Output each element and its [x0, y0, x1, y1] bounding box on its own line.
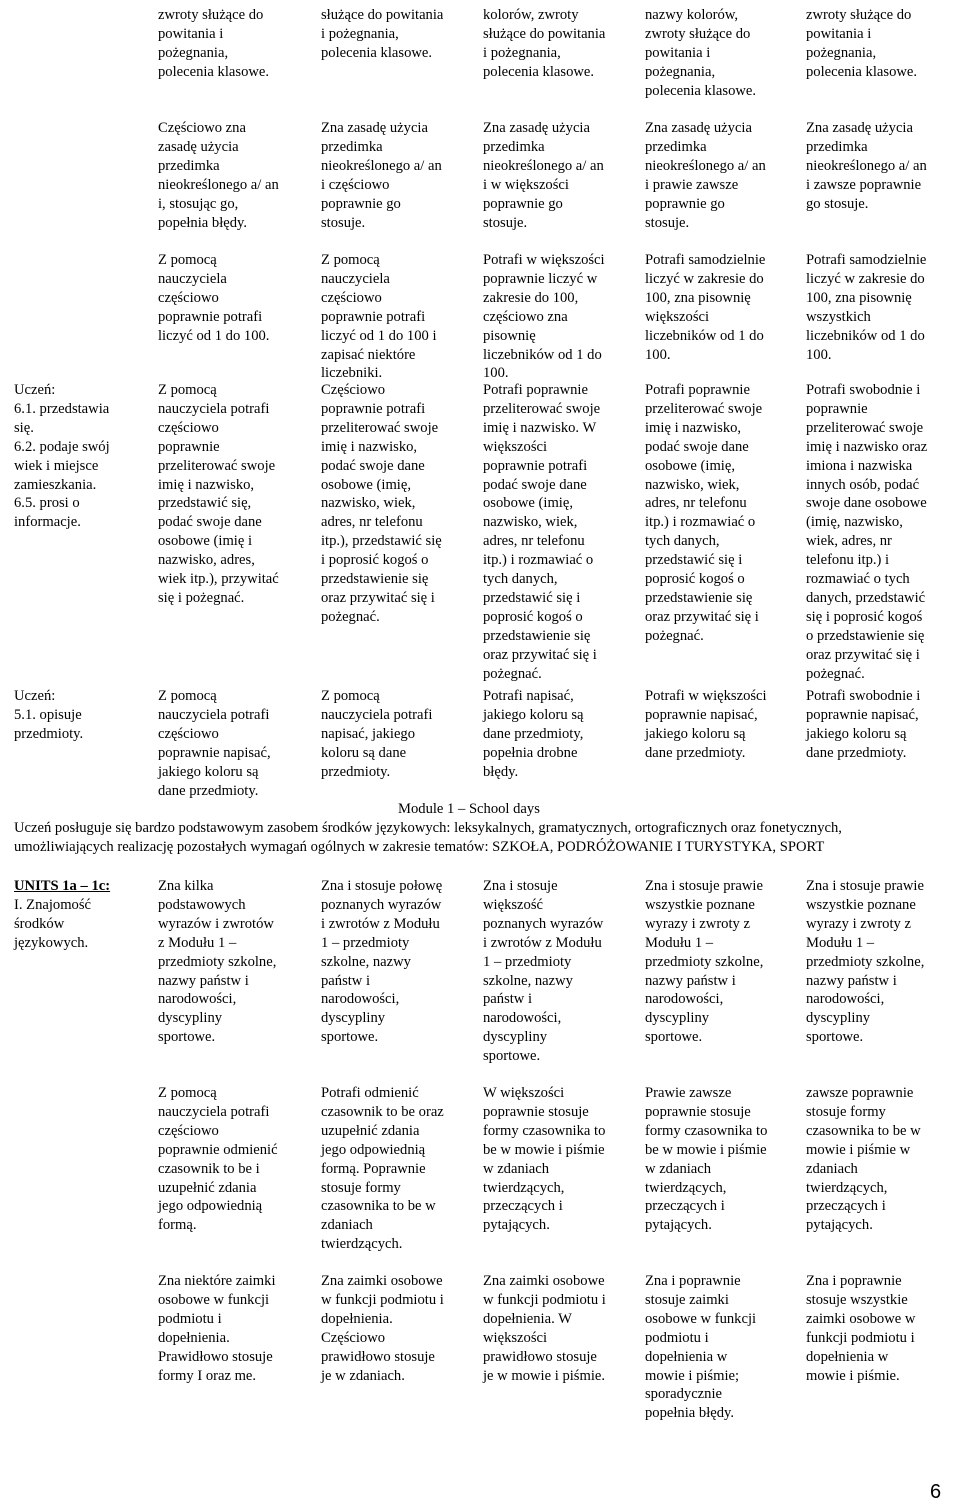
article-level-1: Częściowo zna zasadę użycia przedimka nieokreślonego a/ an i, stosując go, popełnia błędy. — [158, 120, 279, 231]
counting-level-1: Z pomocą nauczyciela częściowo poprawnie potrafi liczyć od 1 do 100. — [158, 252, 270, 344]
module-title: Module 1 – School days — [398, 801, 540, 817]
pronouns-level-2: Zna zaimki osobowe w funkcji podmiotu i dopełnienia. Częściowo prawidłowo stosuje je w zdaniach. — [321, 1273, 444, 1384]
pronouns-level-1: Zna niektóre zaimki osobowe w funkcji podmiotu i dopełnienia. Prawidłowo stosuje formy I oraz me. — [158, 1273, 276, 1384]
greetings-level-5: zwroty służące do powitania i pożegnania, polecenia klasowe. — [806, 7, 918, 80]
describe-requirement: Uczeń: 5.1. opisuje przedmioty. — [14, 688, 84, 742]
vocab-level-5: Zna i stosuje prawie wszystkie poznane wyrazy i zwroty z Modułu 1 – przedmioty szkolne, nazwy państw i narodowości, dyscypliny sportowe. — [806, 878, 925, 1046]
article-level-2: Zna zasadę użycia przedimka nieokreślonego a/ an i częściowo poprawnie go stosuje. — [321, 120, 442, 231]
greetings-level-4: nazwy kolorów, zwroty służące do powitania i pożegnania, polecenia klasowe. — [645, 7, 757, 99]
vocab-level-3: Zna i stosuje większość poznanych wyrazów i zwrotów z Modułu 1 – przedmioty szkolne, nazwy państw i narodowości, dyscypliny sportowe. — [483, 878, 604, 1065]
greetings-level-1: zwroty służące do powitania i pożegnania, polecenia klasowe. — [158, 7, 270, 80]
vocab-level-4: Zna i stosuje prawie wszystkie poznane wyrazy i zwroty z Modułu 1 – przedmioty szkolne, nazwy państw i narodowości, dyscypliny sportowe. — [645, 878, 764, 1046]
tobe-level-4: Prawie zawsze poprawnie stosuje formy czasownika to be w mowie i piśmie w zdaniach twierdzących, przeczących i pytających. — [645, 1085, 768, 1234]
tobe-level-1: Z pomocą nauczyciela potrafi częściowo poprawnie odmienić czasownik to be i uzupełnić zdania jego odpowiednią formą. — [158, 1085, 278, 1234]
intro-level-1: Z pomocą nauczyciela potrafi częściowo poprawnie przeliterować swoje imię i nazwisko, przedstawić się, podać swoje dane osobowe (imię i nazwisko, adres, wiek itp.), przywitać się i pożegnać. — [158, 382, 279, 606]
tobe-level-5: zawsze poprawnie stosuje formy czasownika to be w mowie i piśmie w zdaniach twierdzących, przeczących i pytających. — [806, 1085, 921, 1234]
article-level-5: Zna zasadę użycia przedimka nieokreślonego a/ an i zawsze poprawnie go stosuje. — [806, 120, 927, 212]
intro-level-4: Potrafi poprawnie przeliterować swoje imię i nazwisko, podać swoje dane osobowe (imię, nazwisko, wiek, adres, nr telefonu itp.) i rozmawiać o tych danych, przedstawić się i poprosić kogoś o przedstawienie się oraz przywitać się i pożegnać. — [645, 382, 763, 644]
intro-level-5: Potrafi swobodnie i poprawnie przeliterować swoje imię i nazwisko oraz imiona i nazwiska innych osób, podać swoje dane osobowe (imię, nazwisko, wiek, adres, nr telefonu itp.) i rozmawiać o tych danych, przedstawić się i poprosić kogoś o przedstawienie się oraz przywitać się i pożegnać. — [806, 382, 928, 682]
vocab-requirement-text: I. Znajomość środków językowych. — [14, 896, 92, 951]
intro-level-3: Potrafi poprawnie przeliterować swoje imię i nazwisko. W większości poprawnie potrafi podać swoje dane osobowe (imię, nazwisko, wiek, adres, nr telefonu itp.) i rozmawiać o tych danych, przedstawić się i poprosić kogoś o przedstawienie się oraz przywitać się i pożegnać. — [483, 382, 601, 682]
intro-requirement: Uczeń: 6.1. przedstawia się. 6.2. podaje swój wiek i miejsce zamieszkania. 6.5. prosi o informacje. — [14, 382, 110, 531]
describe-level-5: Potrafi swobodnie i poprawnie napisać, jakiego koloru są dane przedmioty. — [806, 688, 921, 761]
counting-level-5: Potrafi samodzielnie liczyć w zakresie do 100, zna pisownię wszystkich liczebników od 1 do 100. — [806, 252, 927, 363]
pronouns-level-4: Zna i poprawnie stosuje zaimki osobowe w funkcji podmiotu i dopełnienia w mowie i piśmie; sporadycznie popełnia błędy. — [645, 1273, 757, 1422]
describe-level-4: Potrafi w większości poprawnie napisać, jakiego koloru są dane przedmioty. — [645, 688, 767, 761]
counting-level-3: Potrafi w większości poprawnie liczyć w zakresie do 100, częściowo zna pisownię liczebników od 1 do 100. — [483, 252, 605, 382]
describe-level-2: Z pomocą nauczyciela potrafi napisać, jakiego koloru są dane przedmioty. — [321, 688, 433, 780]
vocab-level-2: Zna i stosuje połowę poznanych wyrazów i zwrotów z Modułu 1 – przedmioty szkolne, nazwy państw i narodowości, dyscypliny sportowe. — [321, 878, 443, 1046]
article-level-3: Zna zasadę użycia przedimka nieokreślonego a/ an i w większości poprawnie go stosuje. — [483, 120, 604, 231]
describe-level-3: Potrafi napisać, jakiego koloru są dane przedmioty, popełnia drobne błędy. — [483, 688, 584, 780]
module-intro: Uczeń posługuje się bardzo podstawowym zasobem środków językowych: leksykalnych, gramatycznych, ortograficznych oraz fonetycznych, umożliwiających realizację pozostałych wymagań ogólnych w zakresie tematów: SZKOŁA, PODRÓŻOWANIE I TURYSTYKA, SPORT — [14, 820, 842, 855]
tobe-level-3: W większości poprawnie stosuje formy czasownika to be w mowie i piśmie w zdaniach twierdzących, przeczących i pytających. — [483, 1085, 606, 1234]
pronouns-level-5: Zna i poprawnie stosuje wszystkie zaimki osobowe w funkcji podmiotu i dopełnienia w mowie i piśmie. — [806, 1273, 916, 1384]
vocab-requirement — [14, 877, 142, 953]
greetings-level-3: kolorów, zwroty służące do powitania i pożegnania, polecenia klasowe. — [483, 7, 606, 80]
counting-level-4: Potrafi samodzielnie liczyć w zakresie do 100, zna pisownię większości liczebników od 1 do 100. — [645, 252, 766, 363]
vocab-level-1: Zna kilka podstawowych wyrazów i zwrotów z Modułu 1 – przedmioty szkolne, nazwy państw i narodowości, dyscypliny sportowe. — [158, 878, 277, 1046]
tobe-level-2: Potrafi odmienić czasownik to be oraz uzupełnić zdania jego odpowiednią formą. Poprawnie stosuje formy czasownika to be w zdaniach twierdzących. — [321, 1085, 444, 1253]
page-number: 6 — [930, 1481, 942, 1503]
describe-level-1: Z pomocą nauczyciela potrafi częściowo poprawnie napisać, jakiego koloru są dane przedmioty. — [158, 688, 271, 799]
greetings-level-2: służące do powitania i pożegnania, polecenia klasowe. — [321, 7, 444, 61]
counting-level-2: Z pomocą nauczyciela częściowo poprawnie potrafi liczyć od 1 do 100 i zapisać niektóre liczebniki. — [321, 252, 437, 382]
pronouns-level-3: Zna zaimki osobowe w funkcji podmiotu i dopełnienia. W większości prawidłowo stosuje je w mowie i piśmie. — [483, 1273, 606, 1384]
article-level-4: Zna zasadę użycia przedimka nieokreślonego a/ an i prawie zawsze poprawnie go stosuje. — [645, 120, 766, 231]
intro-level-2: Częściowo poprawnie potrafi przeliterować swoje imię i nazwisko, podać swoje dane osobowe (imię, nazwisko, wiek, adres, nr telefonu itp.), przedstawić się i poprosić kogoś o przedstawienie się oraz przywitać się i pożegnać. — [321, 382, 442, 625]
units-label: UNITS 1a – 1c: — [14, 878, 111, 894]
